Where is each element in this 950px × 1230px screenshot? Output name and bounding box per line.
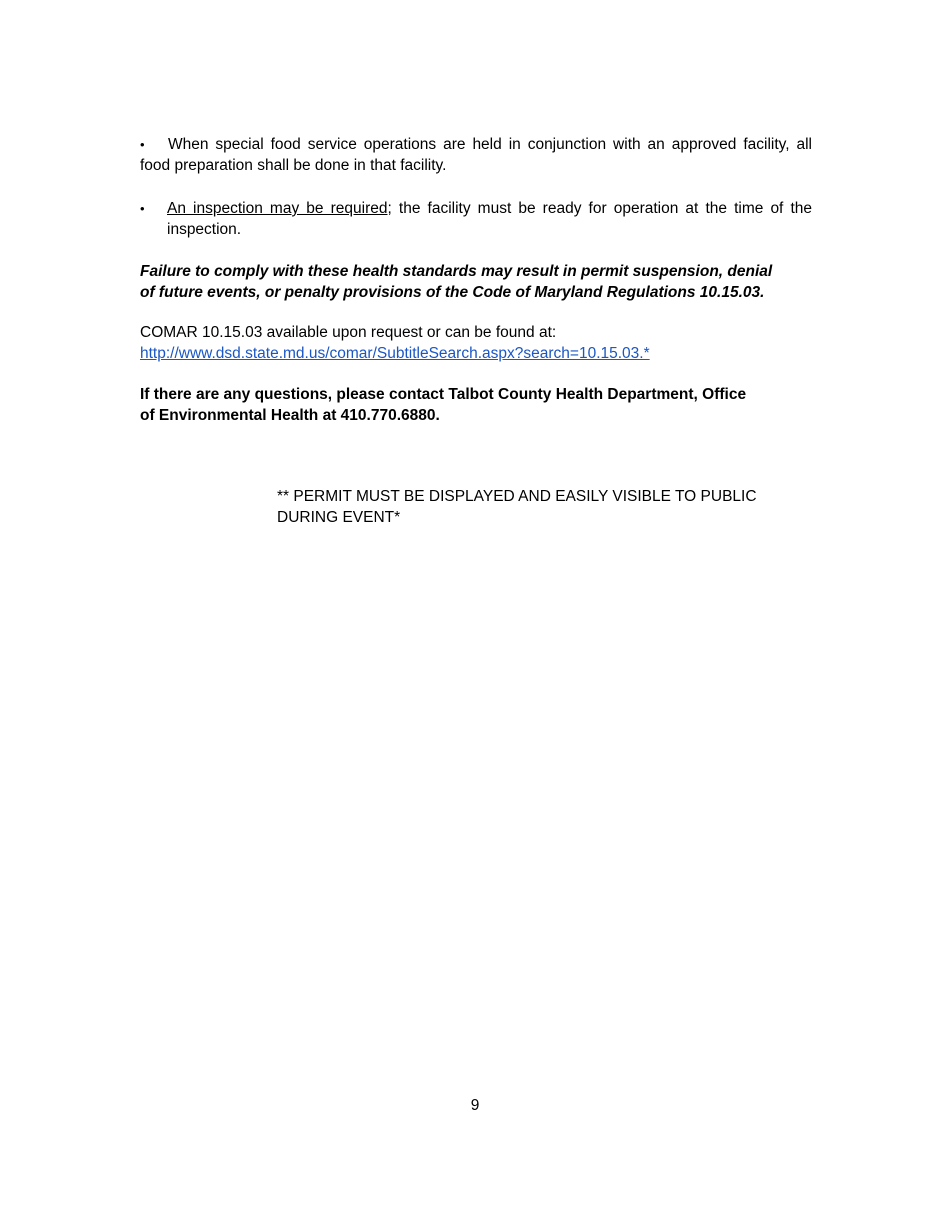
- contact-info: If there are any questions, please contact Talbot County Health Department, Office of Environmental Health at 410.770.6880.: [140, 386, 747, 424]
- compliance-warning: Failure to comply with these health standards may result in permit suspension, denial of future events, or penalty provisions of the Code of Maryland Regulations 10.15.03.: [140, 263, 773, 301]
- comar-reference: [140, 322, 812, 364]
- bullet-text: When special food service operations are held in conjunction with an approved facility, all food preparation shall be done in that facility.: [140, 136, 812, 174]
- inspection-underlined-text: An inspection may be required: [167, 200, 388, 217]
- bullet-item-inspection: [140, 198, 812, 240]
- bullet-text: [167, 198, 812, 240]
- bullet-icon: •: [140, 137, 145, 152]
- bullet-item-facility: [140, 134, 812, 176]
- bullet-icon: •: [140, 201, 145, 216]
- permit-notice: ** PERMIT MUST BE DISPLAYED AND EASILY VISIBLE TO PUBLIC DURING EVENT*: [277, 488, 757, 526]
- inspection-rest-text: ; the facility must be ready for operation at the time of the inspection.: [167, 200, 812, 238]
- page-number: 9: [470, 1097, 480, 1114]
- comar-text: COMAR 10.15.03 available upon request or can be found at:: [140, 324, 557, 341]
- comar-link[interactable]: http://www.dsd.state.md.us/comar/SubtitleSearch.aspx?search=10.15.03.*: [140, 345, 650, 362]
